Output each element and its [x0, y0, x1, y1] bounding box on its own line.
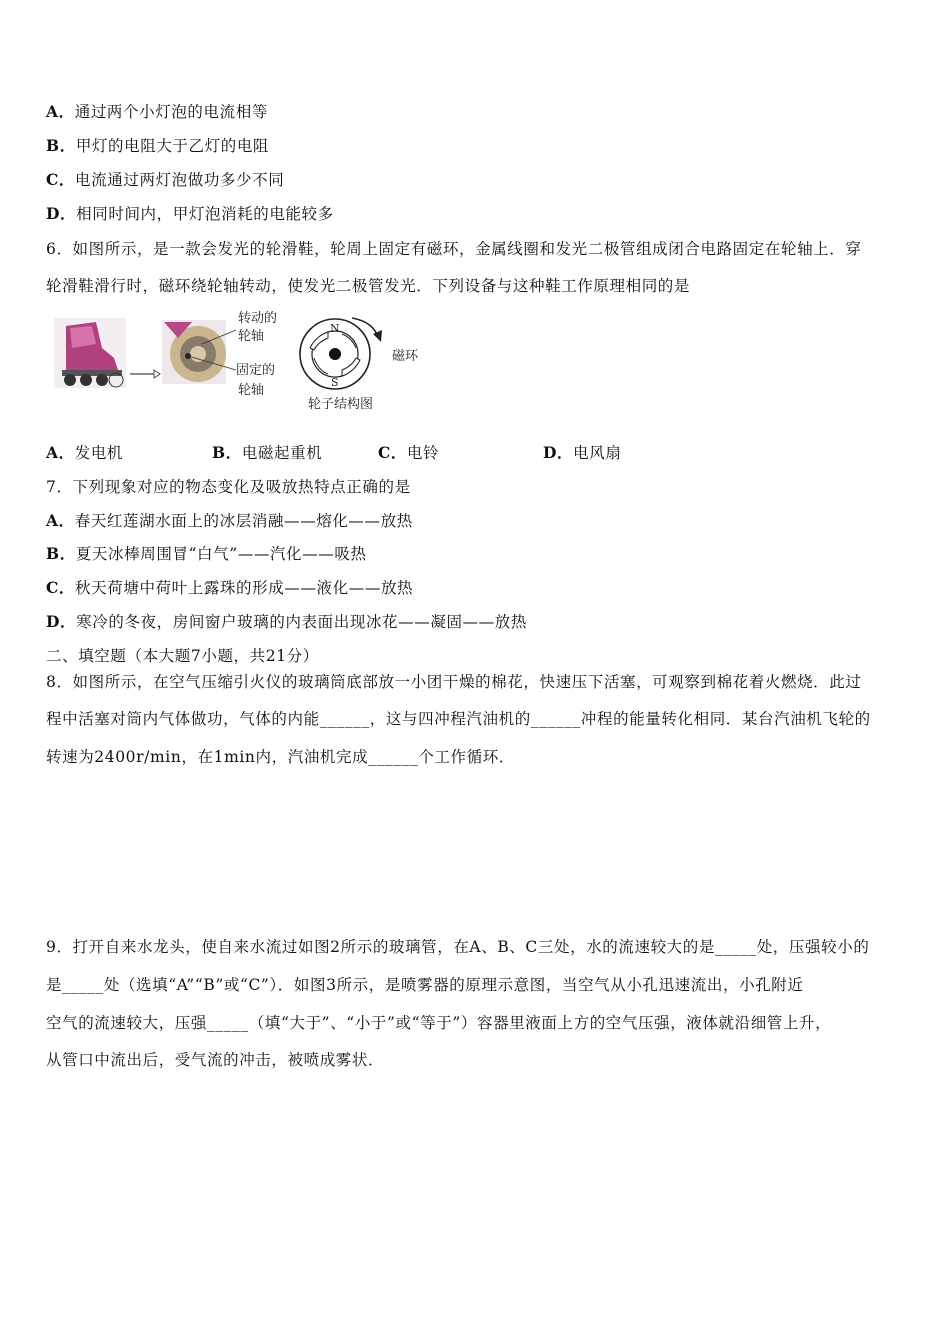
option-label: D． — [46, 204, 77, 223]
option-label: C． — [46, 578, 76, 597]
option-label: C． — [46, 170, 76, 189]
q5-option-c — [46, 169, 284, 191]
q7-option-b — [46, 543, 367, 565]
label-rotating-axle-2: 轮轴 — [238, 329, 265, 344]
option-text: 相同时间内，甲灯泡消耗的电能较多 — [76, 205, 334, 223]
option-label: B． — [46, 136, 76, 155]
q6-option-a — [46, 442, 123, 464]
figure-caption: 轮子结构图 — [308, 397, 374, 412]
q6-option-c — [378, 442, 439, 464]
q5-option-b — [46, 135, 269, 157]
q8-line2: 程中活塞对筒内气体做功，气体的内能______，这与四冲程汽油机的______冲程的能量转化相同．某台汽油机飞轮的 — [46, 710, 871, 728]
skate-photo — [54, 318, 126, 388]
option-text: 通过两个小灯泡的电流相等 — [74, 103, 268, 121]
q6-stem-line2: 轮滑鞋滑行时，磁环绕轮轴转动，使发光二极管发光．下列设备与这种鞋工作原理相同的是 — [46, 277, 691, 295]
option-text: 寒冷的冬夜，房间窗户玻璃的内表面出现冰花——凝固——放热 — [76, 613, 527, 631]
q7-option-d — [46, 611, 527, 633]
label-fixed-axle-2: 轮轴 — [238, 383, 265, 398]
option-label: B． — [46, 544, 76, 563]
q7-option-c — [46, 577, 413, 599]
option-text: 电磁起重机 — [241, 444, 323, 462]
q9-line4: 从管口中流出后，受气流的冲击，被喷成雾状． — [46, 1051, 385, 1069]
option-text: 甲灯的电阻大于乙灯的电阻 — [75, 137, 270, 155]
pole-s-label: S — [331, 376, 339, 389]
q7-stem: 7．下列现象对应的物态变化及吸放热特点正确的是 — [46, 478, 411, 496]
q9-line3: 空气的流速较大，压强_____（填“大于”、“小于”或“等于”）容器里液面上方的空气压强，液体就沿细管上升， — [46, 1014, 832, 1032]
q6-figure — [52, 308, 432, 416]
q8-line3: 转速为2400r/min，在1min内，汽油机完成______个工作循环． — [46, 748, 515, 766]
arrow-icon — [130, 370, 160, 378]
option-label: A． — [46, 511, 75, 530]
option-text: 电风扇 — [573, 444, 622, 462]
q7-option-a — [46, 510, 413, 532]
pole-n-label: N — [330, 322, 340, 335]
label-magnet-ring: 磁环 — [392, 349, 419, 364]
q9-line2: 是_____处（选填“A”“B”或“C”）．如图3所示，是喷雾器的原理示意图，当空气从小孔迅速流出，小孔附近 — [46, 976, 804, 994]
q6-stem-line1: 6．如图所示，是一款会发光的轮滑鞋，轮周上固定有磁环，金属线圈和发光二极管组成闭合电路固定在轮轴上．穿 — [46, 240, 862, 258]
option-text: 夏天冰棒周围冒“白气”——汽化——吸热 — [75, 545, 367, 563]
q5-option-a — [46, 101, 268, 123]
option-text: 发电机 — [74, 444, 124, 462]
option-label: A． — [46, 443, 75, 462]
option-text: 秋天荷塘中荷叶上露珠的形成——液化——放热 — [75, 579, 414, 597]
label-rotating-axle: 转动的 — [238, 311, 278, 326]
option-text: 电铃 — [407, 444, 440, 462]
option-text: 春天红莲湖水面上的冰层消融——熔化——放热 — [74, 512, 413, 530]
q5-option-d — [46, 203, 334, 225]
option-label: D． — [543, 443, 574, 462]
option-label: C． — [378, 443, 408, 462]
option-label: D． — [46, 612, 77, 631]
q6-option-d — [543, 442, 621, 464]
option-text: 电流通过两灯泡做功多少不同 — [75, 171, 285, 189]
q6-option-b — [212, 442, 322, 464]
wheel-structure-diagram — [300, 318, 382, 389]
option-label: A． — [46, 102, 75, 121]
q8-line1: 8．如图所示，在空气压缩引火仪的玻璃筒底部放一小团干燥的棉花，快速压下活塞，可观察到棉花着火燃烧．此过 — [46, 673, 862, 691]
q9-line1: 9．打开自来水龙头，使自来水流过如图2所示的玻璃管，在A、B、C三处，水的流速较大的是_____处，压强较小的 — [46, 938, 870, 956]
option-label: B． — [212, 443, 242, 462]
wheel-photo — [162, 320, 226, 384]
label-fixed-axle: 固定的 — [236, 363, 276, 378]
section-heading: 二、填空题（本大题7小题，共21分） — [46, 647, 319, 665]
